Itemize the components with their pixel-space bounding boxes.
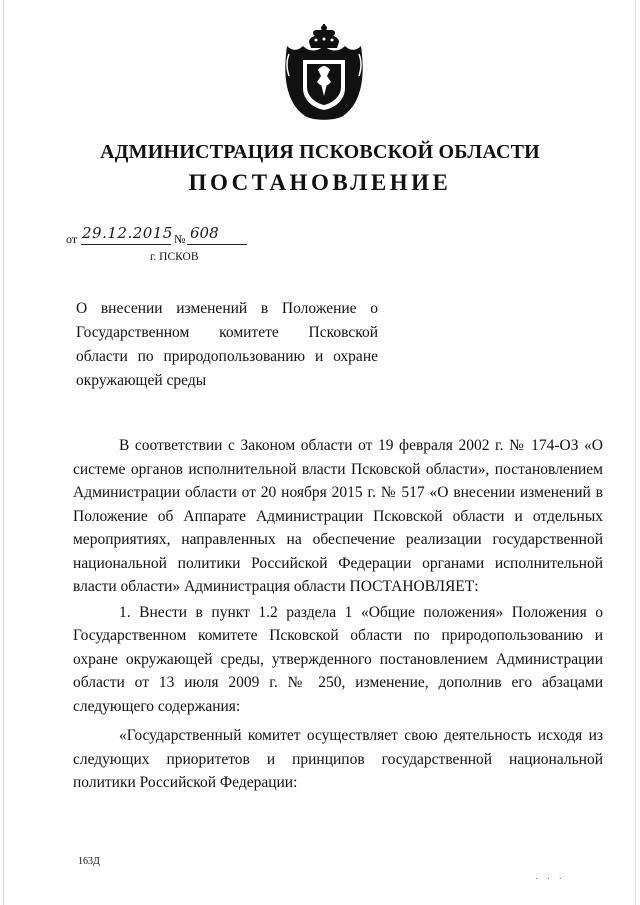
number-prefix-label: №: [174, 232, 186, 246]
scan-edge-left: [3, 0, 4, 905]
date-underline: [81, 244, 171, 245]
body-paragraph: В соответствии с Законом области от 19 февраля 2002 г. № 174-ОЗ «О системе органов исполнительной власти Псковской области», постановлением Администрации области от 20 ноября 2015 г. № 517 «О внесении изменений в Положение об Аппарате Администрации Псковской области и отдельных мероприятиях, направленных на обеспечение реализации государственной национальной политики Российской Федерации органами исполнительной власти области» Администрация области ПОСТАНОВЛЯЕТ:: [73, 437, 603, 595]
city-label: г. ПСКОВ: [150, 251, 199, 263]
footer-code: 163Д: [78, 856, 100, 867]
pskov-coat-of-arms-icon: [283, 24, 365, 122]
body-paragraph: 1. Внести в пункт 1.2 раздела 1 «Общие положения» Положения о Государственном комитете Псковской области по природопользованию и охране окружающей среды, утвержденного постановлением Администрации области от 13 июля 2009 г. № 250, изменение, дополнив его абзацами следующего содержания:: [73, 603, 603, 715]
handwritten-number: 608: [190, 224, 219, 242]
document-type-title: ПОСТАНОВЛЕНИЕ: [188, 170, 452, 195]
date-prefix-label: от: [66, 232, 78, 246]
scan-artifact-dots: · · ·: [535, 874, 565, 885]
body-paragraph: «Государственный комитет осуществляет свою деятельность исходя из следующих приоритетов и принципов государственной национальной политики Российской Федерации:: [73, 727, 603, 791]
document-date-number-line: [66, 226, 256, 246]
handwritten-date: 29.12.2015: [82, 224, 173, 242]
number-underline: [187, 244, 247, 245]
scan-edge-right: [635, 0, 636, 905]
organization-title: АДМИНИСТРАЦИЯ ПСКОВСКОЙ ОБЛАСТИ: [100, 141, 540, 163]
document-subject: О внесении изменений в Положение о Государственном комитете Псковской области по природопользованию и охране окружающей среды: [76, 300, 378, 389]
document-body: [73, 434, 603, 796]
